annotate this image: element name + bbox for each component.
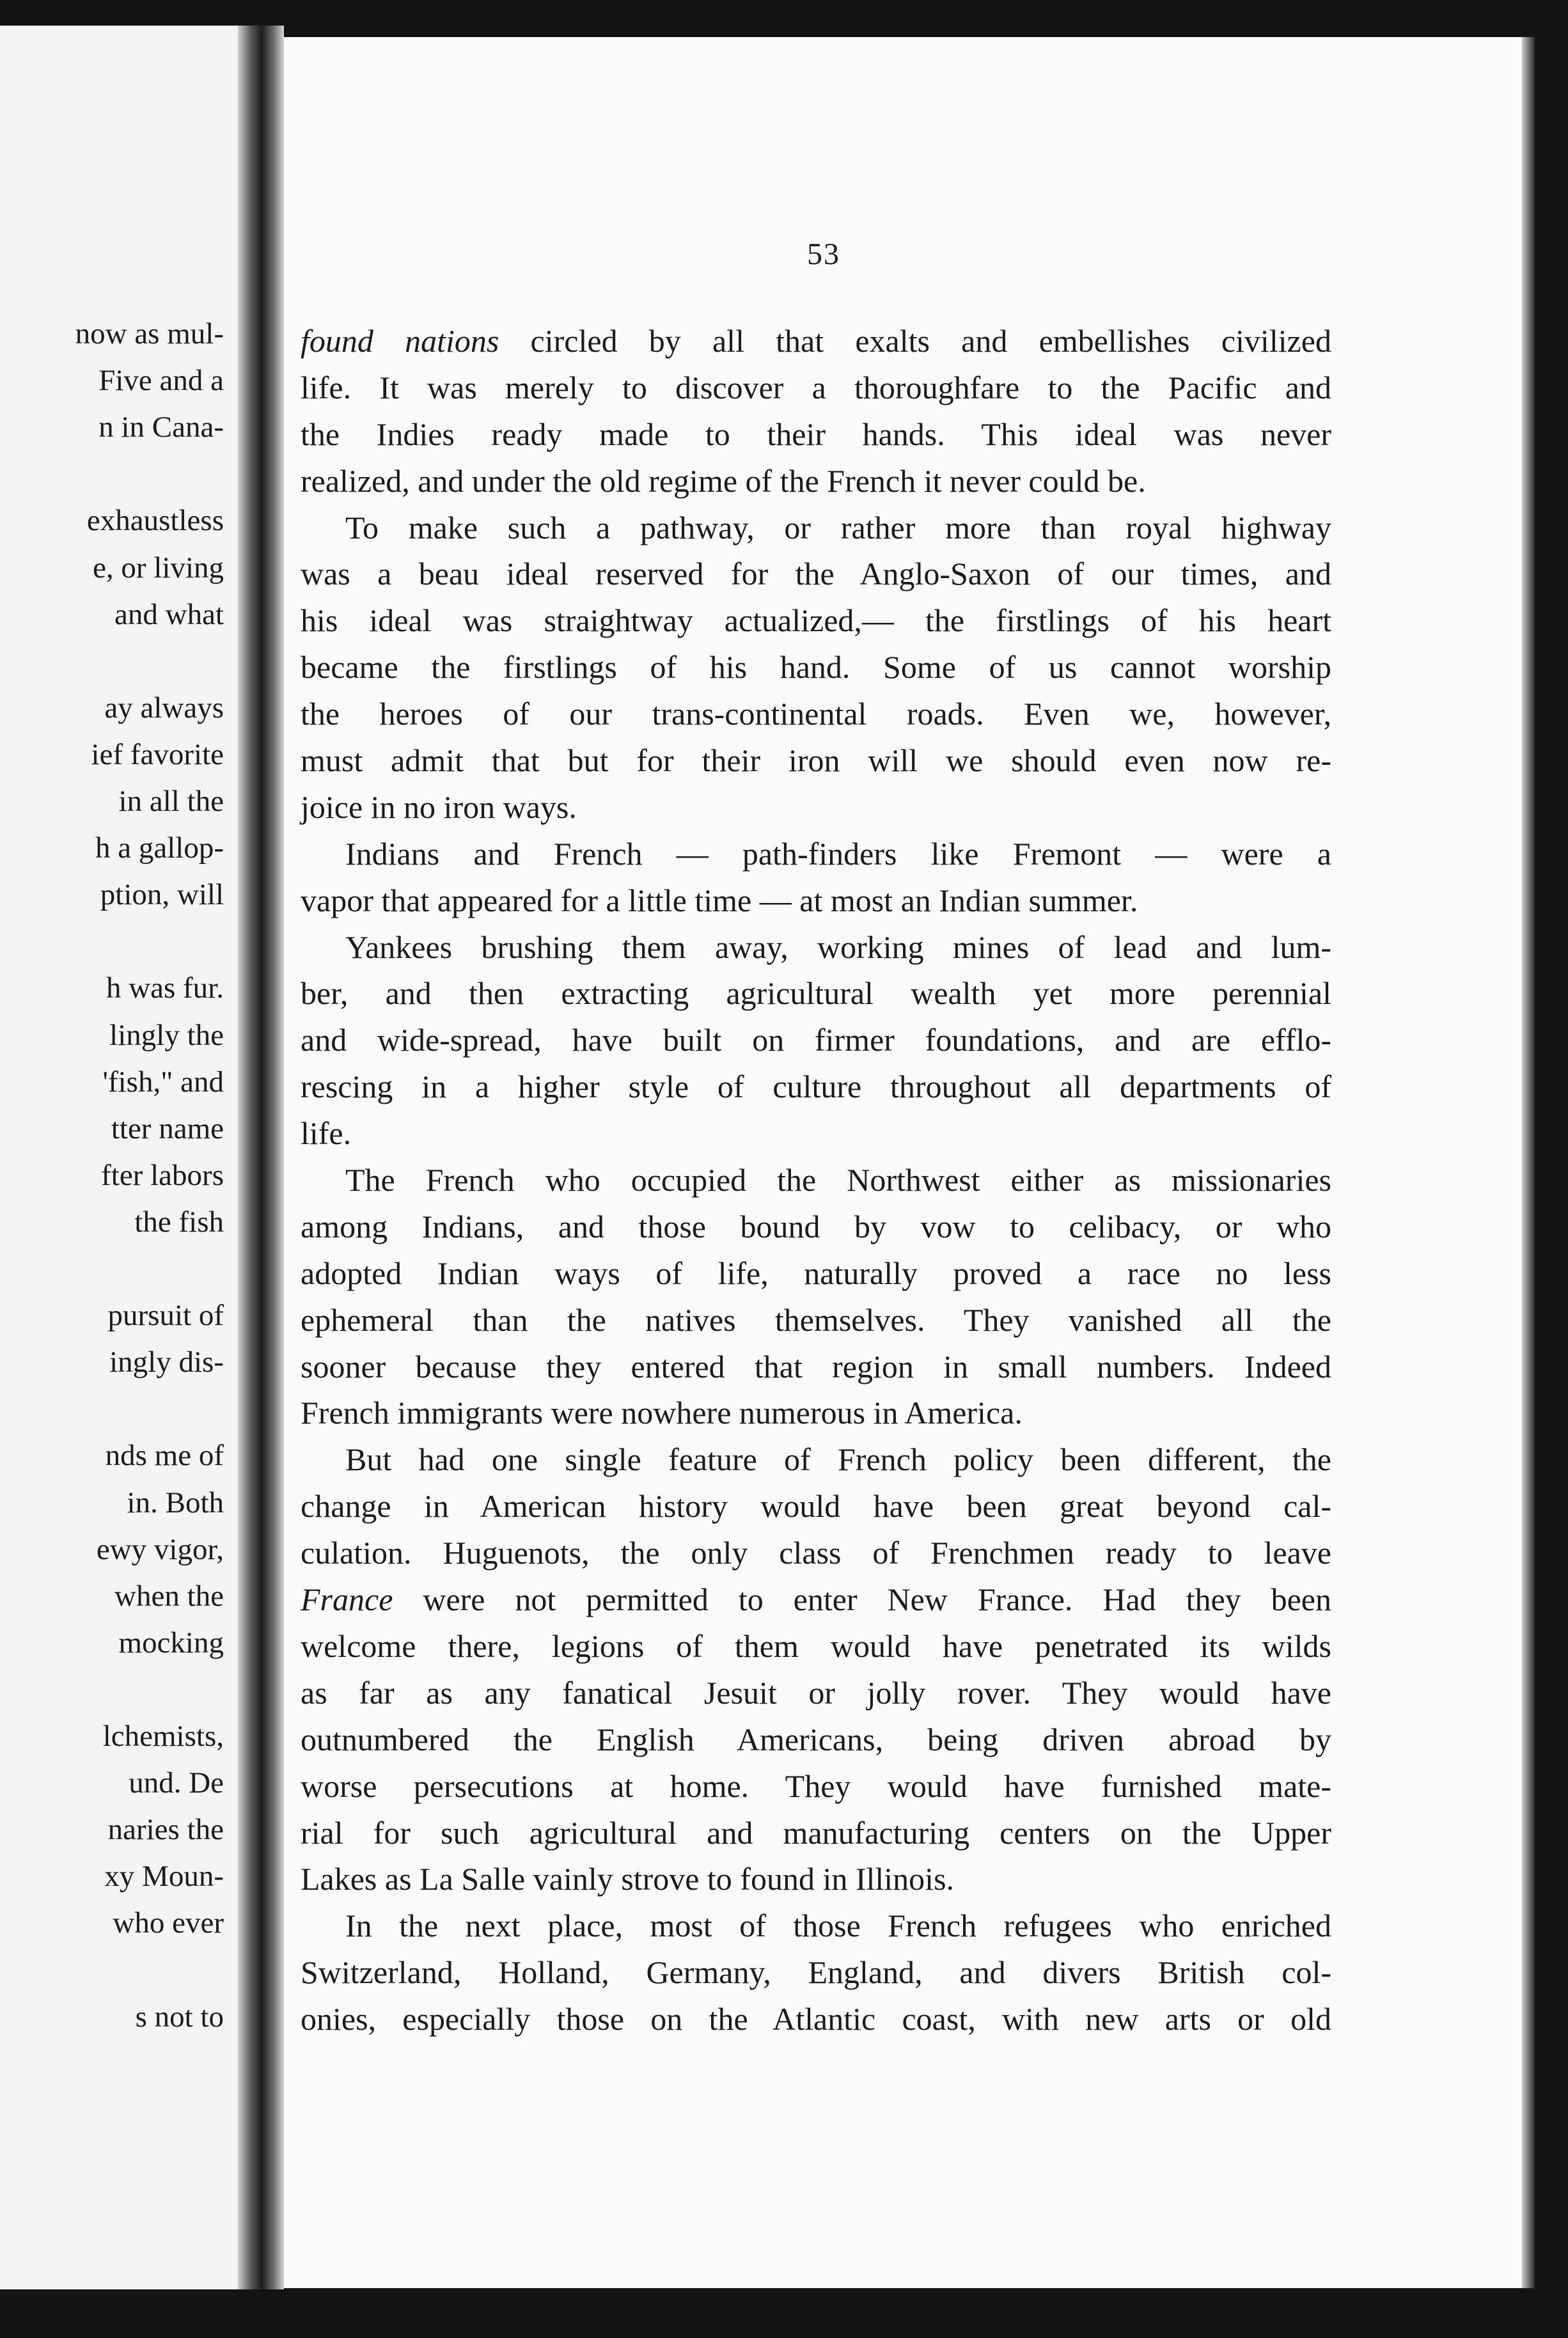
- previous-page-line: ay always: [104, 691, 224, 725]
- text-line: Yankees brushing them away, working mines of lead and lum-: [345, 929, 1331, 965]
- previous-page-line: lingly the: [109, 1018, 224, 1052]
- text-line: Switzerland, Holland, Germany, England, and divers British col-: [301, 1954, 1331, 1991]
- previous-page-line: e, or living: [93, 551, 224, 584]
- text-line: Lakes as La Salle vainly strove to found in Illinois.: [301, 1861, 955, 1897]
- text-line: In the next place, most of those French refugees who enriched: [345, 1908, 1331, 1944]
- previous-page-line: ewy vigor,: [96, 1532, 224, 1566]
- previous-page-line: mocking: [118, 1626, 224, 1659]
- text-line: The French who occupied the Northwest either as missionaries: [345, 1162, 1331, 1198]
- text-line: the heroes of our trans-continental roads. Even we, however,: [301, 696, 1331, 732]
- previous-page-line: und. De: [129, 1766, 224, 1800]
- text-line: life.: [301, 1115, 352, 1152]
- previous-page-line: n in Cana-: [98, 411, 224, 444]
- text-line: joice in no iron ways.: [301, 788, 577, 825]
- previous-page-line: now as mul-: [75, 317, 224, 350]
- previous-page-line: ingly dis-: [109, 1346, 224, 1379]
- previous-page-line: naries the: [107, 1813, 224, 1847]
- previous-page-line: h was fur.: [106, 971, 224, 1005]
- body-text: [301, 318, 1331, 2043]
- text-line: and wide-spread, have built on firmer foundations, and are efflo-: [301, 1022, 1331, 1058]
- previous-page-line: 'fish," and: [102, 1065, 224, 1099]
- previous-page-line: Five and a: [98, 364, 224, 398]
- previous-page-line: fter labors: [101, 1158, 224, 1192]
- text-line: culation. Huguenots, the only class of Frenchmen ready to leave: [301, 1535, 1331, 1571]
- text-line: change in American history would have been great beyond cal-: [301, 1488, 1331, 1525]
- page-number: 53: [807, 237, 840, 271]
- text-line: sooner because they entered that region in small numbers. Indeed: [301, 1348, 1331, 1385]
- text-line: must admit that but for their iron will we should even now re-: [301, 742, 1331, 779]
- previous-page-line: h a gallop-: [95, 831, 224, 865]
- text-line: vapor that appeared for a little time — at most an Indian summer.: [301, 882, 1138, 918]
- text-line: realized, and under the old regime of the French it never could be.: [301, 462, 1146, 499]
- previous-page-line: pursuit of: [107, 1299, 224, 1333]
- text-line: life. It was merely to discover a thoroughfare to the Pacific and: [301, 369, 1331, 405]
- previous-page-line: lchemists,: [102, 1720, 224, 1753]
- text-line: Indians and French — path-finders like Fremont — were a: [345, 835, 1331, 872]
- text-line: To make such a pathway, or rather more than royal highway: [345, 509, 1331, 545]
- previous-page-line: ption, will: [100, 878, 224, 912]
- text-line: as far as any fanatical Jesuit or jolly rover. They would have: [301, 1674, 1331, 1711]
- text-line: onies, especially those on the Atlantic coast, with new arts or old: [301, 2001, 1331, 2037]
- text-line: outnumbered the English Americans, being driven abroad by: [301, 1721, 1331, 1757]
- text-line: his ideal was straightway actualized,— the firstlings of his heart: [301, 602, 1331, 639]
- previous-page-line: the fish: [134, 1205, 224, 1239]
- italic-phrase: found nations: [301, 323, 499, 359]
- page-edge-shadow: [1522, 37, 1535, 2288]
- text-line: ephemeral than the natives themselves. They vanished all the: [301, 1301, 1331, 1338]
- book-gutter: [238, 26, 284, 2289]
- text-line: worse persecutions at home. They would have furnished mate-: [301, 1768, 1331, 1804]
- previous-page-line: in all the: [118, 785, 224, 818]
- previous-page-line: ief favorite: [91, 737, 224, 771]
- text-line: France were not permitted to enter New France. Had they been: [301, 1581, 1331, 1618]
- text-line: rescing in a higher style of culture throughout all departments of: [301, 1069, 1331, 1105]
- previous-page-line: and what: [114, 597, 224, 631]
- text-line: was a beau ideal reserved for the Anglo-Saxon of our times, and: [301, 556, 1331, 592]
- previous-page-line: nds me of: [105, 1439, 224, 1473]
- text-line: ber, and then extracting agricultural wealth yet more perennial: [301, 975, 1331, 1012]
- previous-page-line: when the: [114, 1579, 224, 1613]
- previous-page-line: xy Moun-: [104, 1860, 224, 1894]
- text-line: adopted Indian ways of life, naturally proved a race no less: [301, 1255, 1331, 1291]
- text-line: rial for such agricultural and manufacturing centers on the Upper: [301, 1814, 1331, 1851]
- italic-phrase: France: [301, 1581, 393, 1618]
- previous-page-line: tter name: [111, 1111, 224, 1145]
- text-line: became the firstlings of his hand. Some of us cannot worship: [301, 649, 1331, 686]
- previous-page-line: who ever: [113, 1906, 224, 1940]
- previous-page-line: exhaustless: [86, 504, 224, 538]
- previous-page-fragment: [0, 26, 238, 2289]
- text-line: welcome there, legions of them would have penetrated its wilds: [301, 1628, 1331, 1664]
- previous-page-line: in. Both: [127, 1486, 224, 1519]
- text-line: But had one single feature of French policy been different, the: [345, 1441, 1331, 1478]
- text-line: among Indians, and those bound by vow to celibacy, or who: [301, 1208, 1331, 1244]
- text-line: the Indies ready made to their hands. This ideal was never: [301, 416, 1331, 452]
- text-line: found nations circled by all that exalts and embellishes civilized: [301, 323, 1331, 359]
- text-line: French immigrants were nowhere numerous in America.: [301, 1395, 1023, 1431]
- previous-page-line: s not to: [135, 2000, 224, 2034]
